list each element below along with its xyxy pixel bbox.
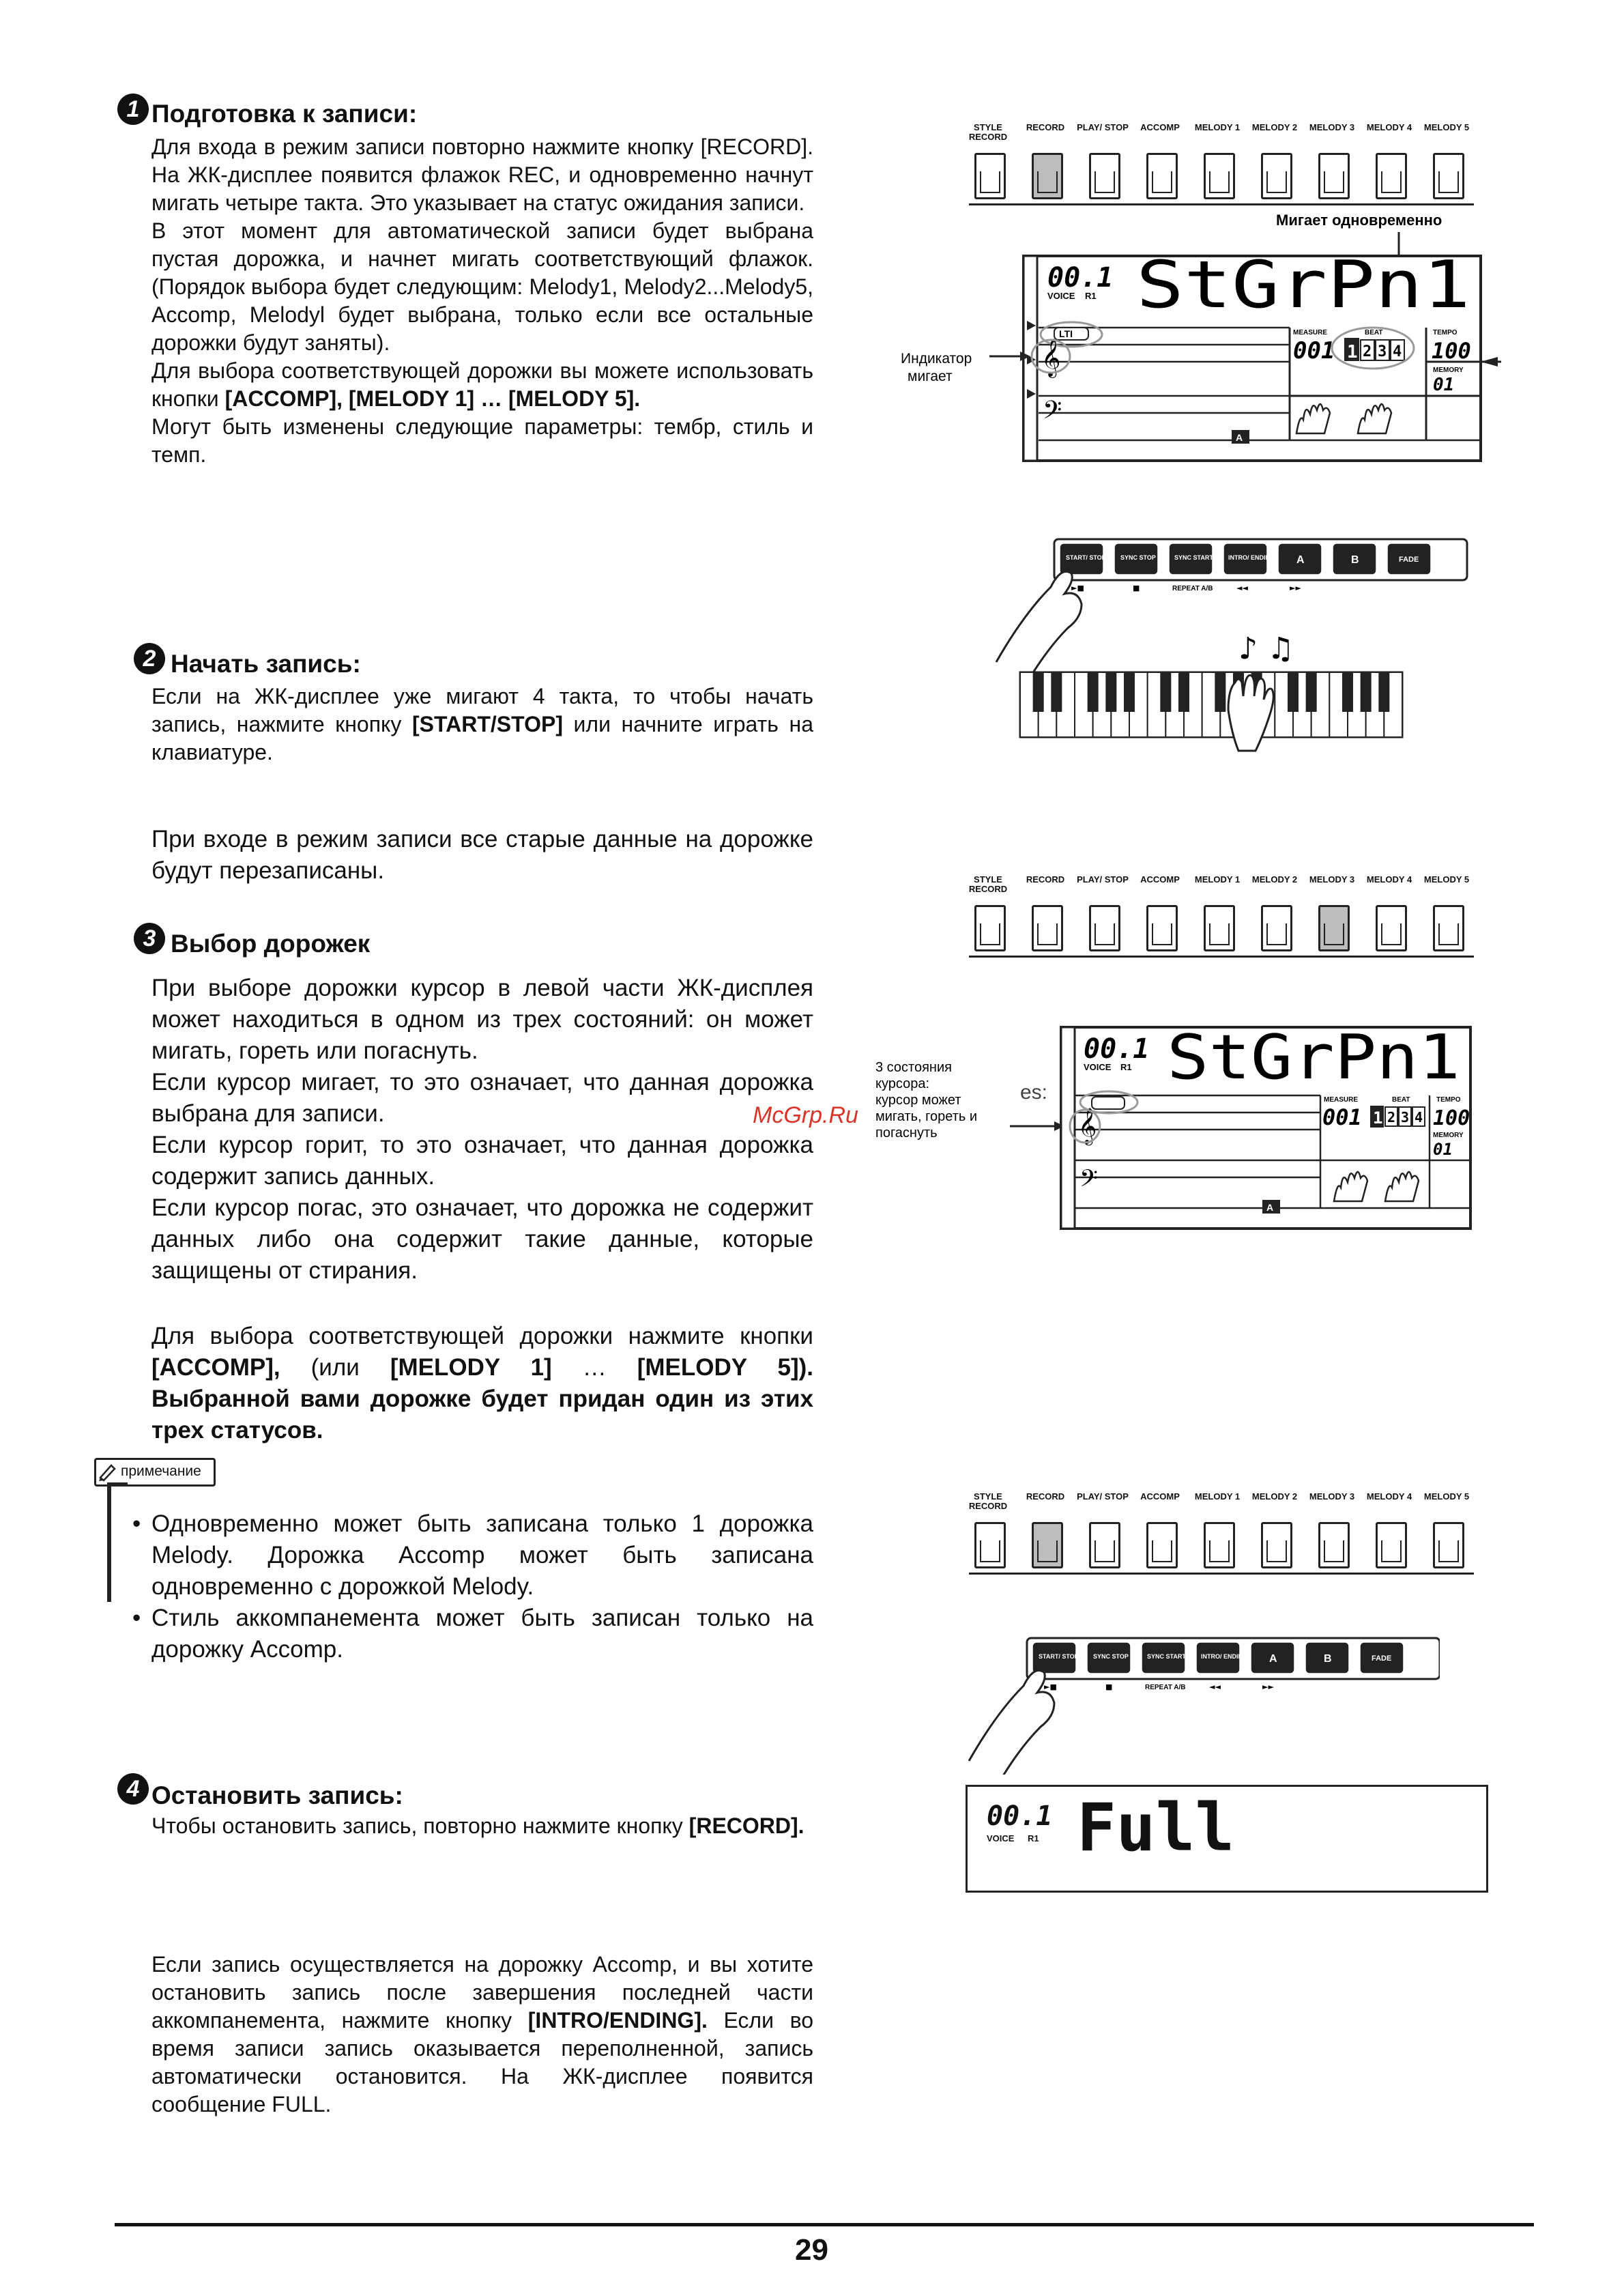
- cursor-caption-line3: курсор может: [875, 1093, 961, 1108]
- track-button[interactable]: [1261, 153, 1292, 199]
- lcd3-memory-value: 01: [1433, 1140, 1453, 1159]
- track-button-label: RECORD: [1026, 874, 1065, 885]
- section3-body2: [151, 1321, 813, 1446]
- bass-clef-icon: 𝄢: [1043, 396, 1062, 431]
- track-button[interactable]: [1204, 153, 1235, 199]
- pointing-hand-icon: [969, 1671, 1054, 1775]
- section3-p1: При выборе дорожки курсор в левой части ЖК-дисплея может находиться в одном из трех состояний: он может мигать, гореть или погаснуть.: [151, 975, 813, 1064]
- ctrl-b: B: [1351, 554, 1359, 566]
- ctrl-sub-stop: ■: [1133, 584, 1140, 592]
- track-button-inner: [980, 1540, 1000, 1562]
- full-lcd-text: Full: [1077, 1790, 1235, 1866]
- ctrl4-sync-stop: SYNC STOP: [1093, 1653, 1129, 1660]
- section3-p5-d: [MELODY 1]: [390, 1354, 552, 1381]
- ctrl4-sub-play: ►■: [1044, 1682, 1057, 1691]
- ctrl-sub-ff: ►►: [1290, 584, 1301, 592]
- track-button-inner: [1209, 923, 1230, 945]
- cursor-caption-line2: курсора:: [875, 1076, 930, 1091]
- lcd3-style-name: StGrPn1: [1167, 1022, 1460, 1093]
- figure3-track-buttons: [969, 875, 1474, 964]
- track-button[interactable]: [974, 153, 1006, 199]
- section2-p2: При входе в режим записи все старые данные на дорожке будут перезаписаны.: [151, 826, 813, 884]
- ctrl4-sub-stop: ■: [1105, 1682, 1113, 1691]
- track-button-inner: [1266, 1540, 1287, 1562]
- lcd3-beat-label: BEAT: [1392, 1096, 1410, 1104]
- indicator-caption-line1: Индикатор: [901, 351, 972, 367]
- bullet-icon: •: [132, 1510, 141, 1537]
- ctrl4-b: B: [1324, 1653, 1332, 1665]
- track-button-inner: [1094, 1540, 1115, 1562]
- track-button[interactable]: [1376, 905, 1407, 951]
- black-key: [1215, 672, 1226, 712]
- figure2-controls: [989, 526, 1488, 792]
- lcd-rec-flag: LTI: [1059, 328, 1073, 339]
- full-lcd-voice-label: VOICE: [987, 1833, 1015, 1843]
- section3-p5: [151, 1321, 813, 1446]
- black-key: [1160, 672, 1171, 712]
- cursor-caption-line4: мигать, гореть и: [875, 1109, 978, 1124]
- track-button-inner: [1094, 923, 1115, 945]
- section2-p1-c: или начните играть на клавиатуре.: [151, 712, 814, 764]
- section2-p1-button: [START/STOP]: [411, 712, 563, 736]
- lcd-style-name: StGrPn1: [1136, 248, 1470, 323]
- bass-clef-icon: 𝄢: [1079, 1164, 1099, 1198]
- track-button-inner: [1037, 1540, 1058, 1562]
- track-button[interactable]: [1089, 905, 1120, 951]
- section4-p2-c: Если во время записи запись оказывается переполненной, запись автоматически остановится. На ЖК-дисплее появится сообщение FULL.: [151, 2008, 814, 2116]
- pen-icon: [98, 1461, 118, 1482]
- section3-body: [151, 973, 813, 1287]
- section3-p5-e: …: [551, 1354, 637, 1381]
- track-button-inner: [1266, 923, 1287, 945]
- lcd-beat-1: 1: [1347, 342, 1358, 362]
- lcd-voice-number: 00.1: [1047, 262, 1114, 293]
- figure4-controls: [962, 1624, 1440, 1775]
- track-button[interactable]: [1204, 1522, 1235, 1568]
- cursor-caption-cut: es:: [1020, 1081, 1048, 1104]
- track-button-label: ACCOMP: [1140, 874, 1180, 885]
- section1-p3-buttons: [ACCOMP], [MELODY 1] … [MELODY 5].: [224, 386, 641, 411]
- track-button-inner: [1438, 923, 1459, 945]
- ctrl-intro-ending: INTRO/ ENDING: [1228, 554, 1275, 561]
- track-button-label: MELODY 3: [1309, 122, 1355, 132]
- section4-title: Остановить запись:: [151, 1781, 403, 1809]
- lcd3-measure-value: 001: [1322, 1104, 1362, 1130]
- ctrl-sync-start: SYNC START: [1174, 554, 1213, 561]
- section4-number-badge: 4: [117, 1773, 149, 1805]
- track-button-label: MELODY 3: [1309, 874, 1355, 885]
- section2-p1: [151, 683, 813, 766]
- track-button-inner: [1094, 171, 1115, 193]
- track-button-label: PLAY/ STOP: [1077, 874, 1129, 885]
- black-key: [1361, 672, 1372, 712]
- lcd3-style-letter: A: [1266, 1202, 1274, 1213]
- section1-body: [151, 133, 813, 469]
- track-button-label: MELODY 5: [1423, 122, 1470, 132]
- track-button-label: MELODY 3: [1309, 1491, 1355, 1502]
- section2-title: Начать запись:: [171, 650, 361, 678]
- watermark: McGrp.Ru: [753, 1102, 858, 1128]
- lcd-beat-2: 2: [1363, 343, 1372, 360]
- black-key: [1033, 672, 1044, 712]
- full-lcd-voice-number: 00.1: [987, 1800, 1053, 1832]
- track-button-label: MELODY 1: [1194, 874, 1241, 885]
- track-button[interactable]: [1318, 905, 1350, 951]
- section1-p3: [151, 357, 813, 413]
- section2-note: [151, 824, 813, 887]
- track-button[interactable]: [1261, 1522, 1292, 1568]
- ctrl4-sub-repeat: REPEAT A/B: [1145, 1684, 1186, 1691]
- track-button-label: RECORD: [1026, 1491, 1065, 1502]
- lcd3-beat-3: 3: [1401, 1109, 1410, 1125]
- track-button-label: PLAY/ STOP: [1077, 122, 1129, 132]
- note-rule-top: [107, 1482, 128, 1485]
- treble-clef-icon: 𝄞: [1041, 339, 1061, 377]
- track-button-label: MELODY 2: [1251, 1491, 1298, 1502]
- track-button-label: MELODY 5: [1423, 1491, 1470, 1502]
- track-button-label: STYLE RECORD: [968, 874, 1008, 894]
- section1-p1: Для входа в режим записи повторно нажмите кнопку [RECORD]. На ЖК-дисплее появится флажок REC, и одновременно начнут мигать четыре такта. Это указывает на статус ожидания записи.: [151, 134, 813, 215]
- cursor-caption-line5: погаснуть: [875, 1125, 938, 1140]
- section1-title: Подготовка к записи:: [151, 100, 418, 128]
- track-button[interactable]: [1089, 153, 1120, 199]
- lcd3-measure-label: MEASURE: [1324, 1096, 1359, 1104]
- section4-p2-button: [INTRO/ENDING].: [527, 2008, 708, 2033]
- track-button-label: MELODY 4: [1366, 122, 1412, 132]
- section3-p5-c: (или: [280, 1354, 390, 1381]
- figure1-track-buttons: [969, 123, 1474, 212]
- black-key: [1051, 672, 1062, 712]
- track-button-inner: [1381, 1540, 1402, 1562]
- lcd-voice-label: VOICE: [1047, 291, 1075, 301]
- black-key: [1178, 672, 1189, 712]
- ctrl4-sub-ff: ►►: [1262, 1682, 1274, 1691]
- note-side-rule: [107, 1482, 111, 1602]
- lcd-tempo-value: 100: [1432, 338, 1471, 364]
- ctrl-a: A: [1296, 554, 1305, 566]
- track-button[interactable]: [1261, 905, 1292, 951]
- track-button-inner: [1324, 171, 1344, 193]
- lcd-measure-label: MEASURE: [1293, 329, 1328, 336]
- track-button-inner: [1438, 1540, 1459, 1562]
- lcd3-tempo-label: TEMPO: [1436, 1096, 1461, 1104]
- section1-number-badge: 1: [117, 94, 149, 125]
- lcd3-beat-4: 4: [1415, 1109, 1423, 1125]
- section4-p1: [151, 1812, 813, 1840]
- ctrl-sync-stop: SYNC STOP: [1120, 554, 1156, 561]
- section3-p5-b: [ACCOMP],: [151, 1354, 280, 1381]
- page-number: 29: [795, 2233, 828, 2267]
- track-button-inner: [1152, 923, 1172, 945]
- lcd-memory-label: MEMORY: [1433, 367, 1464, 374]
- black-key: [1288, 672, 1299, 712]
- lcd3-beat-1: 1: [1373, 1108, 1383, 1128]
- section3-p2: Если курсор мигает, то это означает, что данная дорожка выбрана для записи.: [151, 1069, 813, 1127]
- ctrl-sub-rew: ◄◄: [1236, 584, 1248, 592]
- track-button[interactable]: [1433, 1522, 1464, 1568]
- black-key: [1378, 672, 1389, 712]
- track-button[interactable]: [1318, 1522, 1350, 1568]
- track-button-label: STYLE RECORD: [968, 1491, 1008, 1511]
- track-button[interactable]: [1318, 153, 1350, 199]
- lcd-style-letter: A: [1236, 432, 1243, 443]
- track-button-inner: [1209, 171, 1230, 193]
- section3-p5-a: Для выбора соответствующей дорожки нажмите кнопки: [151, 1323, 813, 1349]
- full-lcd-r1-label: R1: [1028, 1833, 1039, 1843]
- section3-title: Выбор дорожек: [171, 930, 371, 958]
- track-button[interactable]: [1146, 153, 1178, 199]
- note-item-1: [132, 1508, 813, 1603]
- lcd3-tempo-value: 100: [1433, 1106, 1470, 1130]
- footer-rule: [115, 2223, 1534, 2226]
- track-button-baseline: [969, 1573, 1474, 1575]
- track-button-label: MELODY 4: [1366, 1491, 1412, 1502]
- section1-p2: В этот момент для автоматической записи будет выбрана пустая дорожка, и начнет мигать соответствующий флажок. (Порядок выбора будет следующим: Melody1, Melody2...Melody5, Accomp, Melodyl будет выбрана, только если все остальные дорожки будут заняты).: [151, 218, 813, 355]
- track-button[interactable]: [1089, 1522, 1120, 1568]
- track-button-inner: [1037, 923, 1058, 945]
- note-item-1-text: Одновременно может быть записана только 1 дорожка Melody. Дорожка Accomp может быть записана одновременно с дорожкой Melody.: [151, 1510, 813, 1600]
- track-button-inner: [1438, 171, 1459, 193]
- black-key: [1088, 672, 1099, 712]
- track-button[interactable]: [1146, 905, 1178, 951]
- track-button-inner: [1381, 171, 1402, 193]
- track-button[interactable]: [1433, 905, 1464, 951]
- track-button[interactable]: [1376, 1522, 1407, 1568]
- section2-body: [151, 683, 813, 766]
- track-button-inner: [1381, 923, 1402, 945]
- track-button-inner: [1324, 923, 1344, 945]
- section2-p1-a: Если на ЖК-дисплее уже мигают 4 такта, то чтобы начать запись, нажмите кнопку: [151, 684, 813, 736]
- note-list: [132, 1508, 813, 1665]
- track-button-label: MELODY 1: [1194, 1491, 1241, 1502]
- ctrl4-start-stop: START/ STOP: [1039, 1653, 1079, 1660]
- figure3-lcd: [867, 1017, 1522, 1242]
- section4-p1-button: [RECORD].: [688, 1813, 804, 1838]
- lcd3-voice-label: VOICE: [1084, 1062, 1112, 1072]
- ctrl4-sub-rew: ◄◄: [1209, 1682, 1221, 1691]
- note-item-2: [132, 1603, 813, 1665]
- figure1-lcd: [887, 205, 1501, 478]
- track-button[interactable]: [1032, 1522, 1063, 1568]
- section4-p1-a: Чтобы остановить запись, повторно нажмите кнопку: [151, 1813, 689, 1838]
- track-button[interactable]: [974, 1522, 1006, 1568]
- bullet-icon: •: [132, 1605, 141, 1631]
- treble-clef-icon: 𝄞: [1078, 1107, 1097, 1144]
- ctrl4-fade: FADE: [1372, 1654, 1392, 1663]
- section4-body: [151, 1812, 813, 1840]
- section1-p3-text: Для выбора соответствующей дорожки вы можете использовать кнопки: [151, 358, 813, 411]
- ctrl4-intro-ending: INTRO/ ENDING: [1201, 1653, 1248, 1660]
- track-button-label: MELODY 2: [1251, 874, 1298, 885]
- ctrl-start-stop: START/ STOP: [1066, 554, 1106, 561]
- track-button-label: STYLE RECORD: [968, 122, 1008, 142]
- section3-p4: Если курсор погас, это означает, что дорожка не содержит данных либо она содержит такие данные, которые защищены от стирания.: [151, 1194, 813, 1284]
- track-button-inner: [980, 171, 1000, 193]
- cursor-caption-line1: 3 состояния: [875, 1060, 952, 1075]
- ctrl4-a: A: [1269, 1653, 1277, 1665]
- track-button-label: MELODY 4: [1366, 874, 1412, 885]
- section3-p5-f: [MELODY 5]). Выбранной вами дорожке будет придан один из этих трех статусов.: [151, 1354, 813, 1444]
- track-button-inner: [980, 923, 1000, 945]
- track-button[interactable]: [1204, 905, 1235, 951]
- lcd3-memory-label: MEMORY: [1433, 1132, 1464, 1139]
- keyboard-keys: [1020, 672, 1402, 737]
- lcd3-voice-number: 00.1: [1084, 1033, 1150, 1065]
- ctrl-sub-play: ►■: [1071, 584, 1084, 592]
- track-button[interactable]: [1376, 153, 1407, 199]
- track-button-label: MELODY 5: [1423, 874, 1470, 885]
- track-button-inner: [1209, 1540, 1230, 1562]
- track-button-label: MELODY 1: [1194, 122, 1241, 132]
- figure4-track-buttons: [969, 1492, 1474, 1581]
- track-button-inner: [1037, 171, 1058, 193]
- lcd3-beat-2: 2: [1387, 1109, 1396, 1125]
- track-button-inner: [1266, 171, 1287, 193]
- lcd-beat-label: BEAT: [1365, 329, 1383, 336]
- track-button-inner: [1152, 171, 1172, 193]
- black-key: [1342, 672, 1353, 712]
- section4-body2: [151, 1951, 813, 2119]
- track-button-label: MELODY 2: [1251, 122, 1298, 132]
- track-button[interactable]: [1146, 1522, 1178, 1568]
- track-button-inner: [1324, 1540, 1344, 1562]
- lcd3-r1-label: R1: [1120, 1062, 1132, 1072]
- track-button[interactable]: [974, 905, 1006, 951]
- black-key: [1105, 672, 1116, 712]
- section3-number-badge: 3: [134, 923, 165, 954]
- section4-p2: [151, 1951, 813, 2119]
- section2-number-badge: 2: [134, 643, 165, 674]
- music-notes-icon: ♪ ♫: [1238, 631, 1294, 666]
- track-button-inner: [1152, 1540, 1172, 1562]
- lcd-beat-3: 3: [1378, 343, 1387, 360]
- blink-caption: Мигает одновременно: [1276, 212, 1442, 229]
- section3-p3: Если курсор горит, то это означает, что данная дорожка содержит запись данных.: [151, 1132, 813, 1190]
- track-button[interactable]: [1032, 153, 1063, 199]
- note-item-2-text: Стиль аккомпанемента может быть записан только на дорожку Accomp.: [151, 1605, 813, 1663]
- black-key: [1306, 672, 1317, 712]
- lcd-r1-label: R1: [1085, 291, 1097, 301]
- ctrl4-sync-start: SYNC START: [1147, 1653, 1186, 1660]
- black-key: [1124, 672, 1135, 712]
- lcd-measure-value: 001: [1293, 337, 1335, 364]
- full-lcd: [966, 1785, 1488, 1893]
- ctrl-sub-repeat: REPEAT A/B: [1172, 585, 1213, 592]
- ctrl-fade: FADE: [1399, 556, 1419, 564]
- track-button-label: RECORD: [1026, 122, 1065, 132]
- note-label: примечание: [121, 1463, 201, 1479]
- section4-p2-a: Если запись осуществляется на дорожку Accomp, и вы хотите остановить запись после завершения последней части аккомпанемента, нажмите кнопку: [151, 1952, 813, 2033]
- track-button-label: ACCOMP: [1140, 1491, 1180, 1502]
- track-button[interactable]: [1433, 153, 1464, 199]
- section1-p4: Могут быть изменены следующие параметры: тембр, стиль и темп.: [151, 414, 813, 467]
- track-button-label: PLAY/ STOP: [1077, 1491, 1129, 1502]
- lcd-memory-value: 01: [1433, 375, 1455, 395]
- lcd-tempo-label: TEMPO: [1433, 329, 1458, 336]
- lcd-beat-4: 4: [1393, 343, 1402, 360]
- track-button-baseline: [969, 956, 1474, 958]
- indicator-caption-line2: мигает: [908, 369, 953, 384]
- track-button[interactable]: [1032, 905, 1063, 951]
- track-button-label: ACCOMP: [1140, 122, 1180, 132]
- pointing-hand-icon: [996, 572, 1082, 683]
